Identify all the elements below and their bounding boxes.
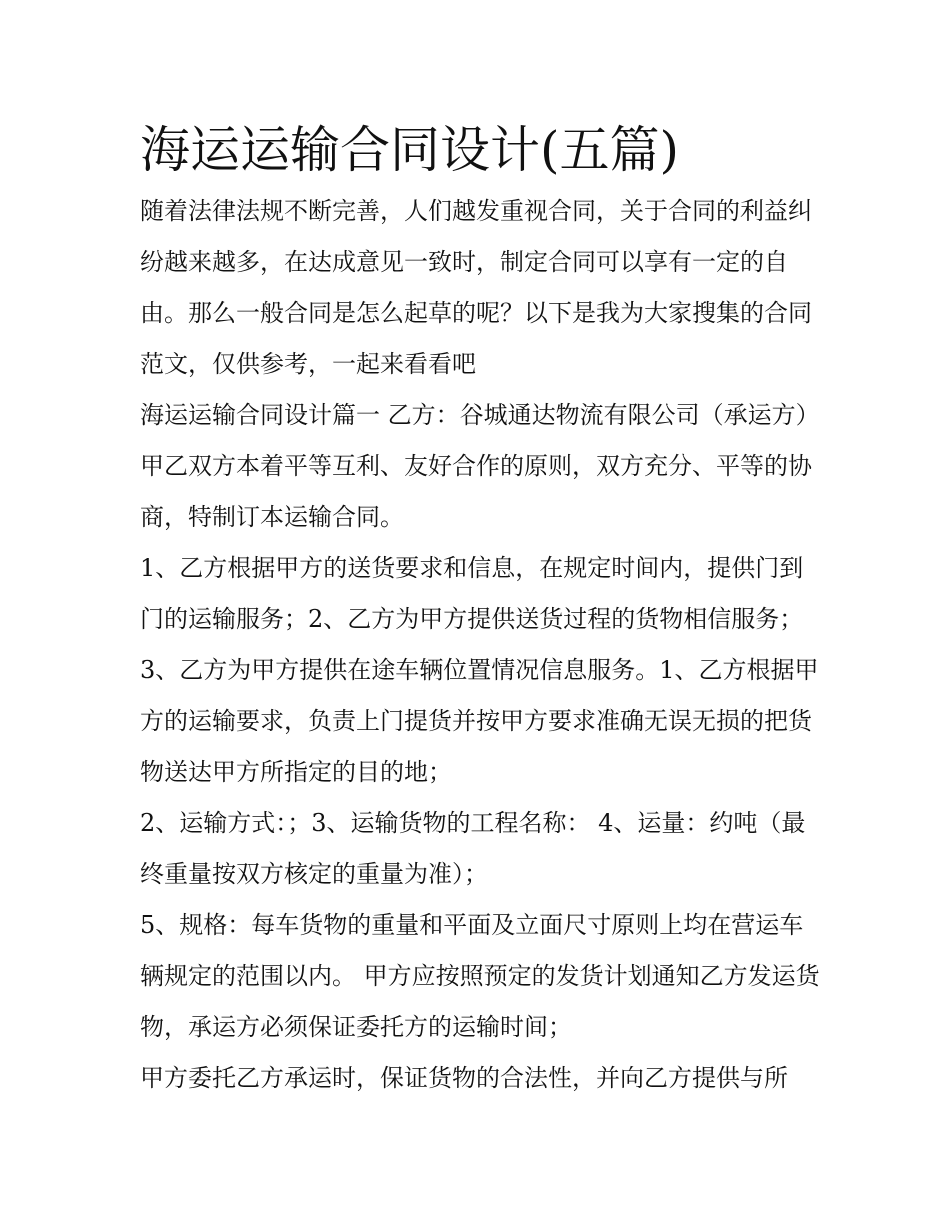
document-title: 海运运输合同设计(五篇) [140, 121, 680, 179]
paragraph-contract-parties: 海运运输合同设计篇一 乙方：谷城通达物流有限公司（承运方） 甲乙双方本着平等互利、友好合作的原则，双方充分、平等的协商，特制订本运输合同。 [140, 401, 820, 531]
paragraph-intro: 随着法律法规不断完善，人们越发重视合同，关于合同的利益纠纷越来越多，在达成意见一致时，制定合同可以享有一定的自由。那么一般合同是怎么起草的呢？以下是我为大家搜集的合同范文，仅供参考，一起来看看吧 [140, 197, 812, 378]
paragraph-transport-method: 2、运输方式：；3、运输货物的工程名称： 4、运量：约吨（最终重量按双方核定的重量为准）； [140, 809, 806, 888]
paragraph-specification: 5、规格：每车货物的重量和平面及立面尺寸原则上均在营运车辆规定的范围以内。 甲方应按照预定的发货计划通知乙方发运货物，承运方必须保证委托方的运输时间； [140, 911, 820, 1041]
document-body [140, 118, 820, 1104]
paragraph-service-scope: 1、乙方根据甲方的送货要求和信息，在规定时间内，提供门到门的运输服务；2、乙方为甲方提供送货过程的货物相信服务；3、乙方为甲方提供在途车辆位置情况信息服务。1、乙方根据甲方的运输要求，负责上门提货并按甲方要求准确无误无损的把货物送达甲方所指定的目的地； [140, 554, 819, 786]
paragraph-party-a-obligation: 甲方委托乙方承运时，保证货物的合法性，并向乙方提供与所 [140, 1064, 788, 1092]
